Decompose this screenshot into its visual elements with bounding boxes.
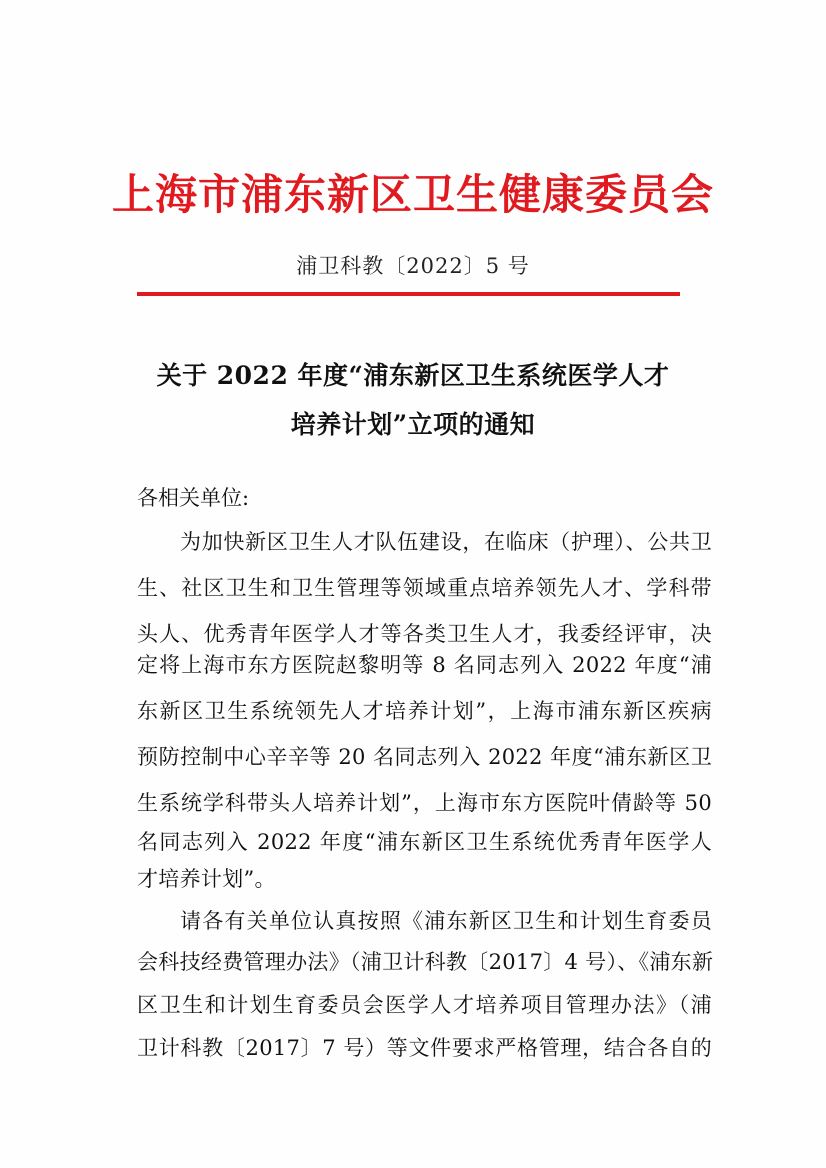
- body-line: 会科技经费管理办法》（浦卫计科教〔2017〕4 号）、《浦东新: [137, 950, 714, 974]
- document-title-line-2: 培养计划”立项的通知: [290, 410, 536, 439]
- issuer-header: 上海市浦东新区卫生健康委员会: [111, 170, 714, 219]
- body-line: 东新区卫生系统领先人才培养计划”，上海市浦东新区疾病: [137, 699, 712, 723]
- body-line: 区卫生和计划生育委员会医学人才培养项目管理办法》（浦: [137, 993, 712, 1017]
- document-number: 浦卫科教〔2022〕5 号: [296, 254, 530, 278]
- salutation: 各相关单位:: [137, 486, 250, 510]
- body-line: 头人、优秀青年医学人才等各类卫生人才，我委经评审，决: [137, 622, 712, 646]
- body-line: 生、社区卫生和卫生管理等领域重点培养领先人才、学科带: [137, 576, 712, 600]
- red-divider: [137, 292, 680, 296]
- body-line: 生系统学科带头人培养计划”，上海市东方医院叶倩龄等 50: [137, 791, 712, 815]
- body-line: 卫计科教〔2017〕7 号）等文件要求严格管理，结合各自的: [137, 1036, 712, 1060]
- body-line: 名同志列入 2022 年度“浦东新区卫生系统优秀青年医学人: [137, 830, 712, 854]
- body-line: 才培养计划”。: [137, 867, 276, 891]
- body-line: 预防控制中心辛辛等 20 名同志列入 2022 年度“浦东新区卫: [137, 745, 712, 769]
- body-line: 为加快新区卫生人才队伍建设，在临床（护理）、公共卫: [180, 530, 712, 554]
- body-line: 定将上海市东方医院赵黎明等 8 名同志列入 2022 年度“浦: [137, 653, 712, 677]
- document-title-line-1: 关于 2022 年度“浦东新区卫生系统医学人才: [156, 361, 670, 390]
- body-line: 请各有关单位认真按照《浦东新区卫生和计划生育委员: [180, 909, 712, 933]
